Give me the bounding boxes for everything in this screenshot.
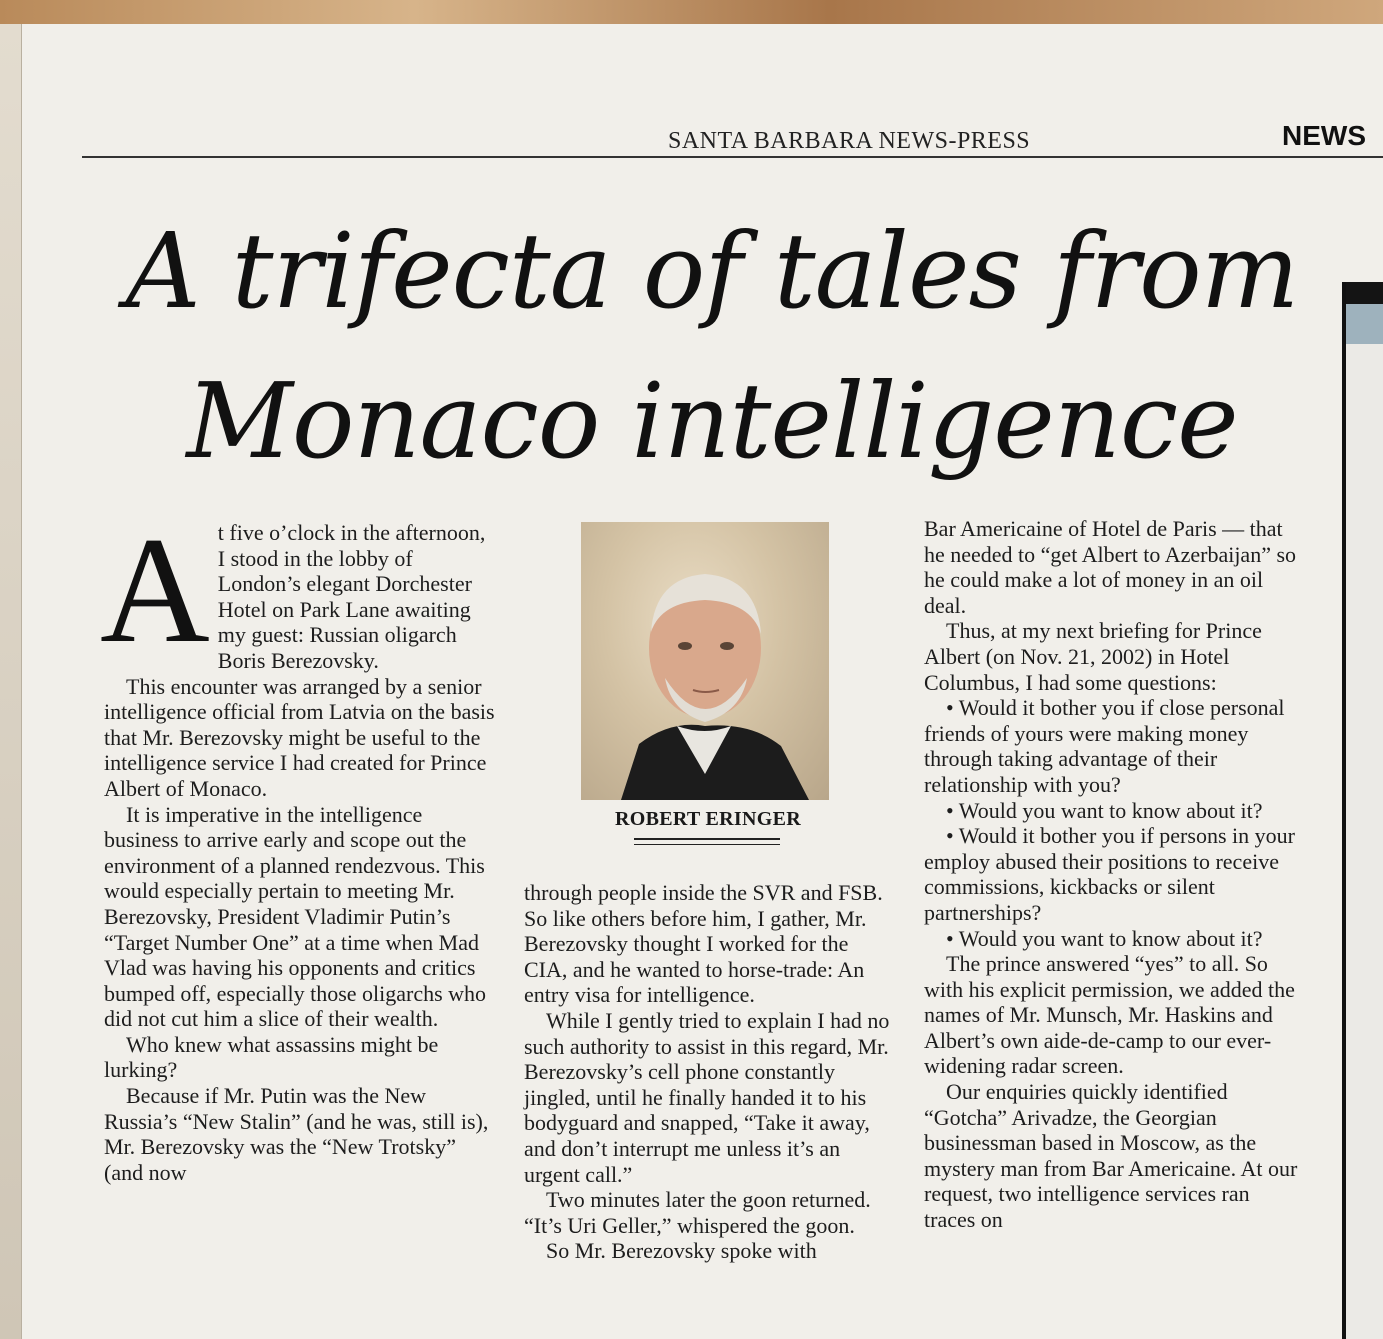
byline-rule [634, 838, 780, 840]
adjacent-photo-edge [1346, 304, 1383, 344]
bullet-question: • Would it bother you if persons in your employ abused their positions to receive commissions, kickbacks or silent partnerships? [924, 823, 1295, 925]
photo-caption-byline: ROBERT ERINGER [615, 808, 801, 830]
article-column-2 [524, 880, 894, 1264]
masthead-rule [82, 156, 1383, 158]
paragraph: Our enquiries quickly identified “Gotcha” Arivadze, the Georgian businessman based in Moscow, as the mystery man from Bar Americaine. At our request, two intelligence services ran traces on [924, 1079, 1298, 1233]
article-column-3 [924, 516, 1304, 1233]
adjacent-column-edge [1342, 282, 1383, 1339]
section-label: NEWS [1282, 120, 1366, 151]
headline-line-1: A trifecta of tales from [125, 210, 1299, 332]
paragraph: While I gently tried to explain I had no such authority to assist in this regard, Mr. Berezovsky’s cell phone constantly jingled, until he finally handed it to his bodyguard and snapped, “Take it away, and don’t interrupt me unless it’s an urgent call.” [524, 1007, 890, 1187]
paragraph: So Mr. Berezovsky spoke with [546, 1238, 817, 1264]
paragraph: It is imperative in the intelligence business to arrive early and scope out the environment of a planned rendezvous. This would especially pertain to meeting Mr. Berezovsky, President Vladimir Putin’s “Target Number One” at a time when Mad Vlad was having his opponents and critics bumped off, especially those oligarchs who did not cut him a slice of their wealth. [104, 801, 487, 1032]
bullet-question: • Would it bother you if close personal friends of yours were making money through taking advantage of their relationship with you? [924, 695, 1285, 797]
paragraph: through people inside the SVR and FSB. So like others before him, I gather, Mr. Berezovsky thought I worked for the CIA, and he wanted to horse-trade: An entry visa for intelligence. [524, 880, 883, 1008]
author-portrait-photo [581, 522, 829, 800]
paragraph: t five o’clock in the afternoon, I stood in the lobby of London’s elegant Dorchester Hotel on Park Lane awaiting my guest: Russian oligarch Boris Berezovsky. [217, 520, 486, 673]
byline-rule [634, 844, 780, 845]
bullet-question: • Would you want to know about it? [946, 925, 1263, 951]
headline [92, 196, 1332, 496]
adjacent-page-edge [0, 24, 22, 1339]
headline-line-2: Monaco intelligence [186, 360, 1238, 482]
paragraph: The prince answered “yes” to all. So with his explicit permission, we added the names of Mr. Munsch, Mr. Haskins and Albert’s own aide-de-camp to our ever-widening radar screen. [924, 951, 1295, 1079]
paragraph: This encounter was arranged by a senior intelligence official from Latvia on the basis that Mr. Berezovsky might be useful to the intelligence service I had created for Prince Albert of Monaco. [104, 673, 495, 801]
article-column-1 [100, 506, 496, 1185]
adjacent-column-cap [1346, 282, 1383, 304]
publication-name: SANTA BARBARA NEWS-PRESS [668, 128, 1031, 154]
drop-cap: A [100, 506, 210, 674]
background-table-surface [0, 0, 1383, 24]
paragraph: Bar Americaine of Hotel de Paris — that he needed to “get Albert to Azerbaijan” so he could make a lot of money in an oil deal. [924, 516, 1297, 618]
paragraph: Two minutes later the goon returned. “It’s Uri Geller,” whispered the goon. [524, 1187, 871, 1238]
paragraph: Thus, at my next briefing for Prince Albert (on Nov. 21, 2002) in Hotel Columbus, I had some questions: [924, 618, 1262, 695]
paragraph: Because if Mr. Putin was the New Russia’s “New Stalin” (and he was, still is), Mr. Berezovsky was the “New Trotsky” (and now [104, 1083, 489, 1185]
bullet-question: • Would you want to know about it? [946, 797, 1263, 823]
paragraph: Who knew what assassins might be lurking? [104, 1031, 439, 1083]
portrait-illustration [581, 522, 829, 800]
